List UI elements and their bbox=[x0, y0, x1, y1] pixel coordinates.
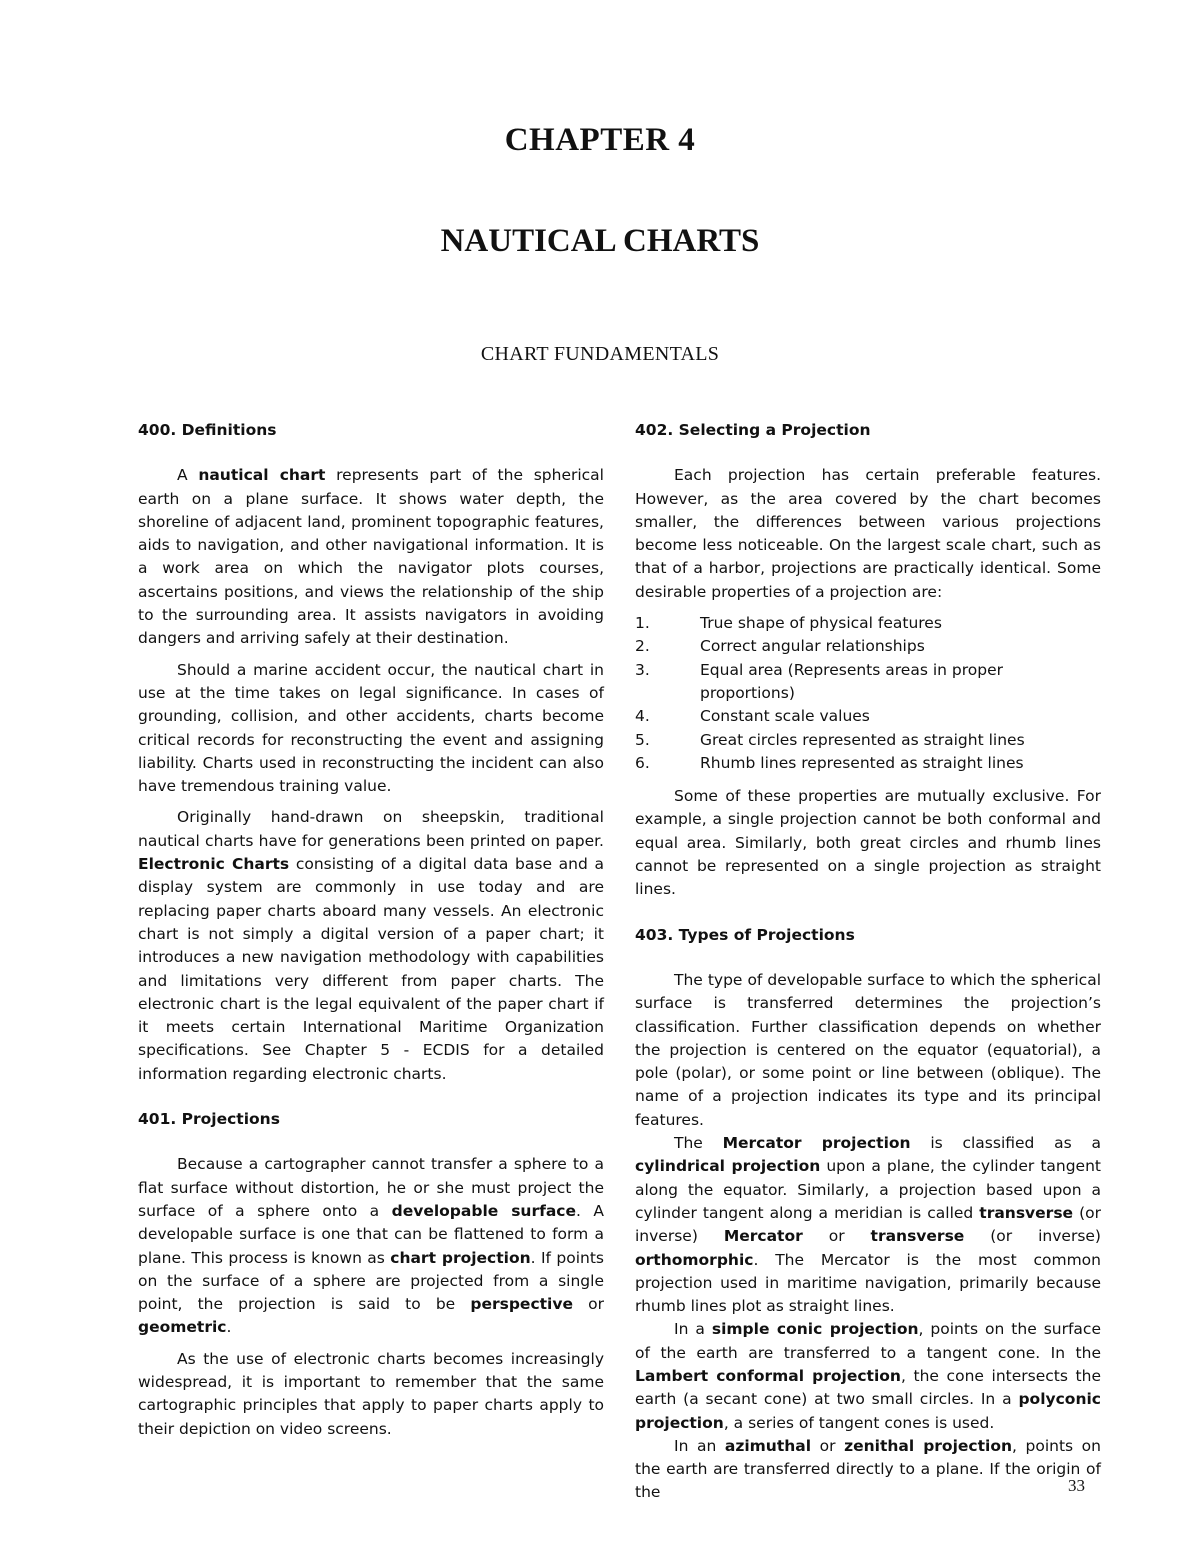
heading-403: 403. Types of Projections bbox=[635, 925, 855, 944]
list-item: 1. True shape of physical features bbox=[635, 614, 942, 633]
paragraph-401-2: As the use of electronic charts becomes increasingly widespread, it is important to remember that the same cartographic principles that apply to paper charts apply to their depiction on video screens. bbox=[138, 1349, 604, 1438]
section-heading: CHART FUNDAMENTALS bbox=[480, 343, 720, 365]
list-item: 6. Rhumb lines represented as straight lines bbox=[635, 753, 1024, 772]
paragraph-400-2: Should a marine accident occur, the nautical chart in use at the time takes on legal significance. In cases of grounding, collision, and other accidents, charts become critical records for reconstructing the event and assigning liability. Charts used in reconstructing the incident can also have tremendous training value. bbox=[138, 660, 604, 796]
chapter-title: NAUTICAL CHARTS bbox=[440, 223, 760, 259]
paragraph-402-2: Some of these properties are mutually exclusive. For example, a single projection cannot be both conformal and equal area. Similarly, both great circles and rhumb lines cannot be represented on a single projection as straight lines. bbox=[635, 787, 1101, 899]
paragraph-403-1: The type of developable surface to which the spherical surface is transferred determines the projection’s classification. Further classification depends on whether the projection is centered on the equator (equatorial), a pole (polar), or some point or line between (oblique). The name of a projection indicates its type and its principal features. bbox=[635, 970, 1101, 1129]
heading-401: 401. Projections bbox=[138, 1110, 280, 1129]
list-item: 4. Constant scale values bbox=[635, 707, 870, 726]
right-column bbox=[635, 419, 1101, 1505]
page-number: 33 bbox=[1068, 1476, 1085, 1495]
paragraph-403-4: In an azimuthal or zenithal projection, points on the earth are transferred directly to a plane. If the origin of the bbox=[635, 1436, 1101, 1502]
list-item: 2. Correct angular relationships bbox=[635, 637, 925, 656]
chapter-number: CHAPTER 4 bbox=[504, 122, 696, 158]
left-column bbox=[138, 419, 604, 1441]
paragraph-403-3: In a simple conic projection, points on the surface of the earth are transferred to a tangent cone. In the Lambert conformal projection, the cone intersects the earth (a secant cone) at two small circles. In a polyconic projection, a series of tangent cones is used. bbox=[635, 1320, 1101, 1432]
paragraph-403-2: The Mercator projection is classified as a cylindrical projection upon a plane, the cylinder tangent along the equator. Similarly, a projection based upon a cylinder tangent along a meridian is called transverse (or inverse) Mercator or transverse (or inverse) orthomorphic. The Mercator is the most common projection used in maritime navigation, primarily because rhumb lines plot as straight lines. bbox=[635, 1134, 1101, 1316]
paragraph-402-1: Each projection has certain preferable features. However, as the area covered by the chart becomes smaller, the differences between various projections become less noticeable. On the largest scale chart, such as that of a harbor, projections are practically identical. Some desirable properties of a projection are: bbox=[635, 466, 1101, 601]
heading-400: 400. Definitions bbox=[138, 421, 277, 439]
paragraph-400-3: Originally hand-drawn on sheepskin, traditional nautical charts have for generations been printed on paper. Electronic Charts consisting of a digital data base and a display system are commonly in use today and are replacing paper charts aboard many vessels. An electronic chart is not simply a digital version of a paper chart; it introduces a new navigation methodology with capabilities and limitations very different from paper charts. The electronic chart is the legal equivalent of the paper chart if it meets certain International Maritime Organization specifications. See Chapter 5 - ECDIS for a detailed information regarding electronic charts. bbox=[138, 808, 604, 1083]
list-item: 3. Equal area (Represents areas in proper proportions) bbox=[635, 660, 1003, 702]
list-item: 5. Great circles represented as straight lines bbox=[635, 730, 1025, 749]
paragraph-400-1: A nautical chart represents part of the spherical earth on a plane surface. It shows water depth, the shoreline of adjacent land, prominent topographic features, aids to navigation, and other navigational information. It is a work area on which the navigator plots courses, ascertains positions, and views the relationship of the ship to the surrounding area. It assists navigators in avoiding dangers and arriving safely at their destination. bbox=[138, 466, 604, 648]
projection-properties-list bbox=[635, 612, 1101, 775]
heading-402: 402. Selecting a Projection bbox=[635, 421, 871, 439]
paragraph-401-1: Because a cartographer cannot transfer a sphere to a flat surface without distortion, he or she must project the surface of a sphere onto a developable surface. A developable surface is one that can be flattened to form a plane. This process is known as chart projection. If points on the surface of a sphere are projected from a single point, the projection is said to be perspective or geometric. bbox=[138, 1155, 604, 1337]
